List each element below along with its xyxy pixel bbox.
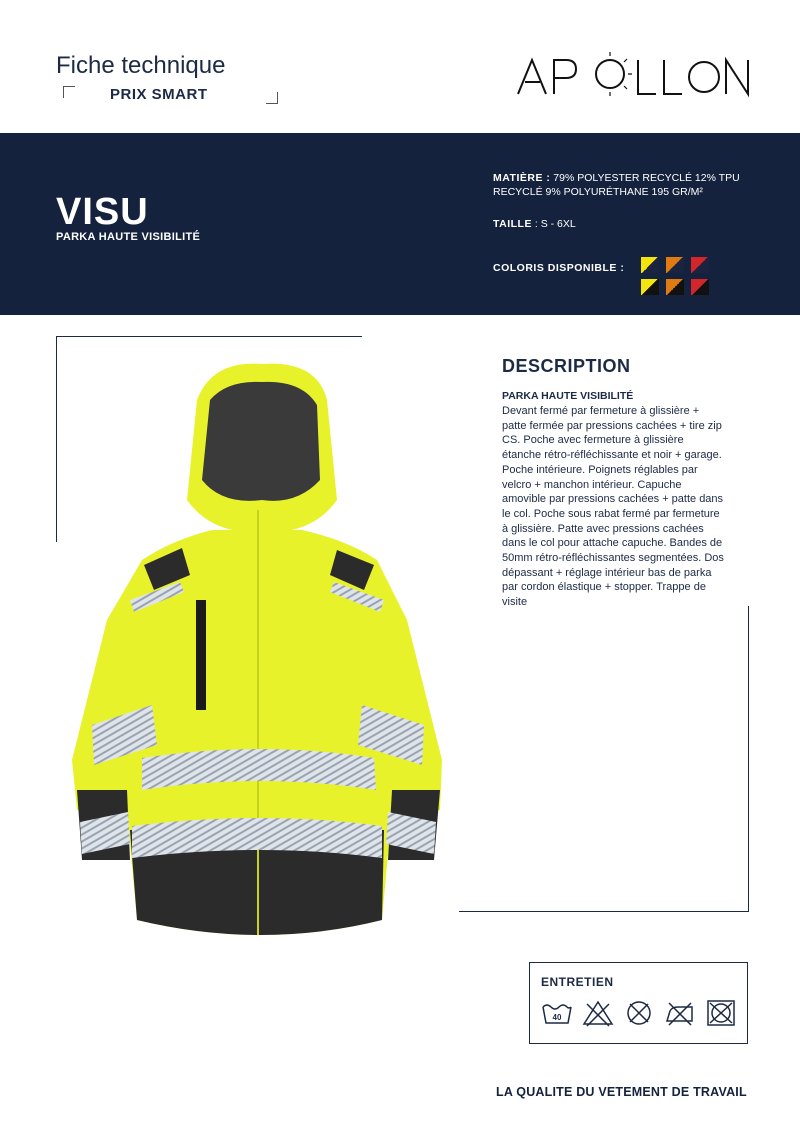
spec-colors-label: COLORIS DISPONIBLE : [493,262,625,274]
spec-colors [493,261,624,275]
frame-line-top [56,336,362,337]
description-text: Devant fermé par fermeture à glissière + patte fermée par pressions cachées + tire zip CS. Poche avec fermeture à glissière étanche rétro-réfléchissante et noir + garage. Poche intérieure. Poignets réglables par velcro + manchon intérieur. Capuche amovible par pressions cachées + patte dans le col. Poche sous rabat fermé par fermeture à glissière. Patte avec pressions cachées dans le col pour attache capuche. Bandes de 50mm rétro-réfléchissantes segmentées. Dos dépassant + réglage intérieur bas de parka par cordon élastique + stopper. Trappe de visite [502,405,724,609]
no-dry-clean-icon [705,999,737,1027]
no-iron-icon [664,999,696,1027]
brand-logo [514,52,754,100]
price-tier-label: PRIX SMART [110,86,208,103]
color-swatch [691,257,709,273]
color-swatch [641,257,659,273]
description-subtitle: PARKA HAUTE VISIBILITÉ [502,390,634,402]
document-type-title: Fiche technique [56,52,226,79]
care-title: ENTRETIEN [541,975,614,989]
wash-temperature: 40 [552,1013,562,1022]
color-swatch [691,279,709,295]
no-tumble-dry-icon [623,999,655,1027]
description-title: DESCRIPTION [502,356,631,376]
color-swatches [641,257,713,297]
frame-line-bottom [459,911,749,912]
bracket-decoration-top-left [63,86,75,98]
care-instructions-box [529,962,748,1044]
jacket-image [62,360,452,960]
frame-line-right [748,606,749,912]
spec-size-value: : S - 6XL [531,218,576,230]
color-swatch [666,257,684,273]
frame-line-left [56,336,57,542]
color-swatch [666,279,684,295]
product-name: VISU [56,191,149,233]
bracket-decoration-bottom-right [266,92,278,104]
no-bleach-icon [582,999,614,1027]
product-subtitle: PARKA HAUTE VISIBILITÉ [56,231,201,243]
color-swatch [641,279,659,295]
spec-material-label: MATIÈRE : [493,172,551,184]
wash-40-icon [541,999,573,1027]
spec-size-label: TAILLE [493,218,532,230]
footer-tagline: LA QUALITE DU VETEMENT DE TRAVAIL [496,1085,747,1099]
spec-size [493,217,576,231]
spec-material [493,171,773,199]
product-banner [0,133,800,315]
spec-material-value: 79% POLYESTER RECYCLÉ 12% TPU RECYCLÉ 9% POLYURÉTHANE 195 GR/M² [493,172,740,198]
